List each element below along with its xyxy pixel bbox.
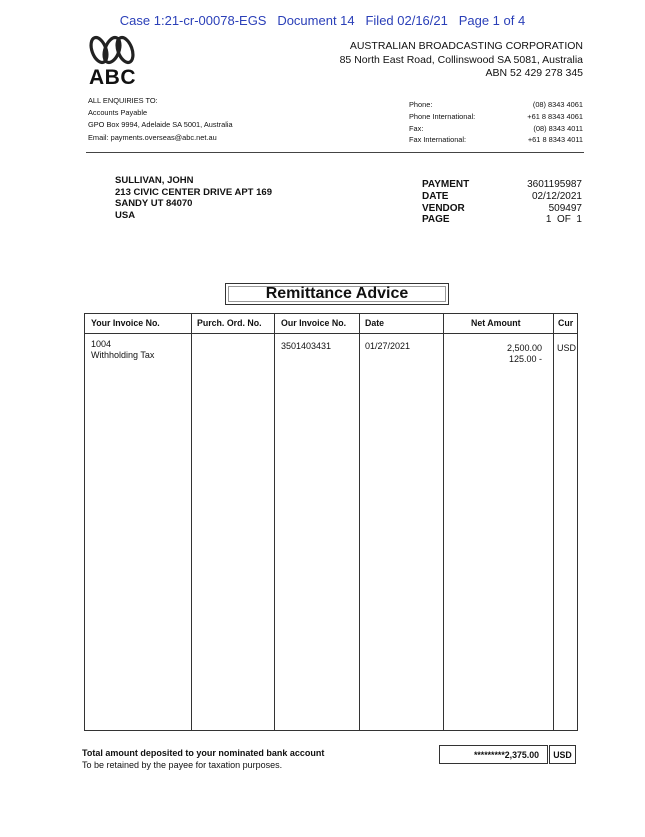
- payment-row: [422, 191, 582, 203]
- header-your-invoice: Your Invoice No.: [91, 318, 160, 328]
- cell-withholding: 125.00 -: [508, 354, 542, 364]
- contact-value: (08) 8343 4011: [533, 123, 583, 133]
- corporation-abn: ABN 52 429 278 345: [485, 67, 583, 79]
- payment-info: [422, 179, 582, 226]
- total-currency: USD: [549, 745, 576, 764]
- enquiries-address: GPO Box 9994, Adelaide SA 5001, Australia: [88, 120, 233, 130]
- abc-lissajous-logo-icon: [88, 34, 136, 66]
- header-our-invoice: Our Invoice No.: [281, 318, 347, 328]
- contact-label: Fax International:: [409, 135, 467, 145]
- enquiries-block: [88, 95, 233, 144]
- total-text: [82, 747, 324, 771]
- payment-label: VENDOR: [422, 202, 465, 214]
- header-currency: Cur: [558, 318, 574, 328]
- payment-row: [422, 179, 582, 191]
- payment-label: PAGE: [422, 214, 450, 226]
- payee-street: 213 CIVIC CENTER DRIVE APT 169: [115, 186, 272, 198]
- total-label: Total amount deposited to your nominated bank account: [82, 748, 325, 758]
- cell-amount: 2,500.00: [506, 343, 542, 353]
- payment-value: 3601195987: [527, 179, 582, 190]
- payee-country: USA: [115, 209, 136, 221]
- payment-value: 02/12/2021: [531, 190, 582, 202]
- total-amount: *********2,375.00: [439, 745, 548, 764]
- column-divider: [191, 314, 192, 730]
- payment-value: 1 OF 1: [545, 214, 582, 226]
- cell-your-invoice: 1004: [91, 339, 112, 349]
- logo-text: ABC: [89, 66, 136, 89]
- contact-value: +61 8 8343 4011: [527, 135, 583, 145]
- table-row: [91, 339, 154, 361]
- enquiries-department: Accounts Payable: [88, 108, 148, 118]
- header-date: Date: [365, 318, 385, 328]
- payment-label: PAYMENT: [422, 179, 470, 190]
- court-filing-header: Case 1:21-cr-00078-EGS Document 14 Filed 02/16/21 Page 1 of 4: [119, 13, 526, 28]
- contact-row: [409, 100, 583, 112]
- column-divider: [359, 314, 360, 730]
- payment-value: 509497: [548, 202, 582, 214]
- corporation-address: 85 North East Road, Collinswood SA 5081, Australia: [339, 53, 583, 66]
- payee-address: [115, 175, 272, 221]
- header-divider: [86, 152, 584, 153]
- contact-row: [409, 124, 583, 136]
- contact-value: (08) 8343 4061: [532, 100, 583, 109]
- payee-name: SULLIVAN, JOHN: [115, 175, 194, 186]
- column-divider: [274, 314, 275, 730]
- cell-description: Withholding Tax: [91, 350, 155, 360]
- remittance-table: [84, 313, 578, 731]
- corporation-name: AUSTRALIAN BROADCASTING CORPORATION: [349, 40, 583, 52]
- payee-city: SANDY UT 84070: [115, 198, 193, 209]
- header-net-amount: Net Amount: [471, 318, 521, 328]
- column-divider: [553, 314, 554, 730]
- contact-label: Phone International:: [409, 111, 476, 121]
- total-note: To be retained by the payee for taxation purposes.: [82, 760, 283, 770]
- cell-date: 01/27/2021: [365, 341, 411, 351]
- contact-value: +61 8 8343 4061: [527, 111, 583, 121]
- document-title: Remittance Advice: [225, 283, 449, 305]
- payment-row: [422, 214, 582, 226]
- cell-currency: USD: [557, 343, 577, 353]
- payment-row: [422, 203, 582, 215]
- contact-label: Fax:: [409, 123, 424, 133]
- payment-label: DATE: [422, 190, 449, 202]
- header-row-divider: [85, 333, 577, 334]
- contact-row: [409, 112, 583, 124]
- contact-label: Phone:: [409, 100, 433, 109]
- column-divider: [443, 314, 444, 730]
- contact-numbers: [409, 100, 583, 147]
- cell-net-amount: [507, 343, 542, 365]
- enquiries-email: Email: payments.overseas@abc.net.au: [88, 132, 217, 142]
- contact-row: [409, 135, 583, 147]
- enquiries-heading: ALL ENQUIRIES TO:: [88, 96, 158, 105]
- header-purch-order: Purch. Ord. No.: [197, 318, 262, 328]
- corporation-block: [340, 40, 583, 81]
- cell-our-invoice: 3501403431: [281, 341, 332, 351]
